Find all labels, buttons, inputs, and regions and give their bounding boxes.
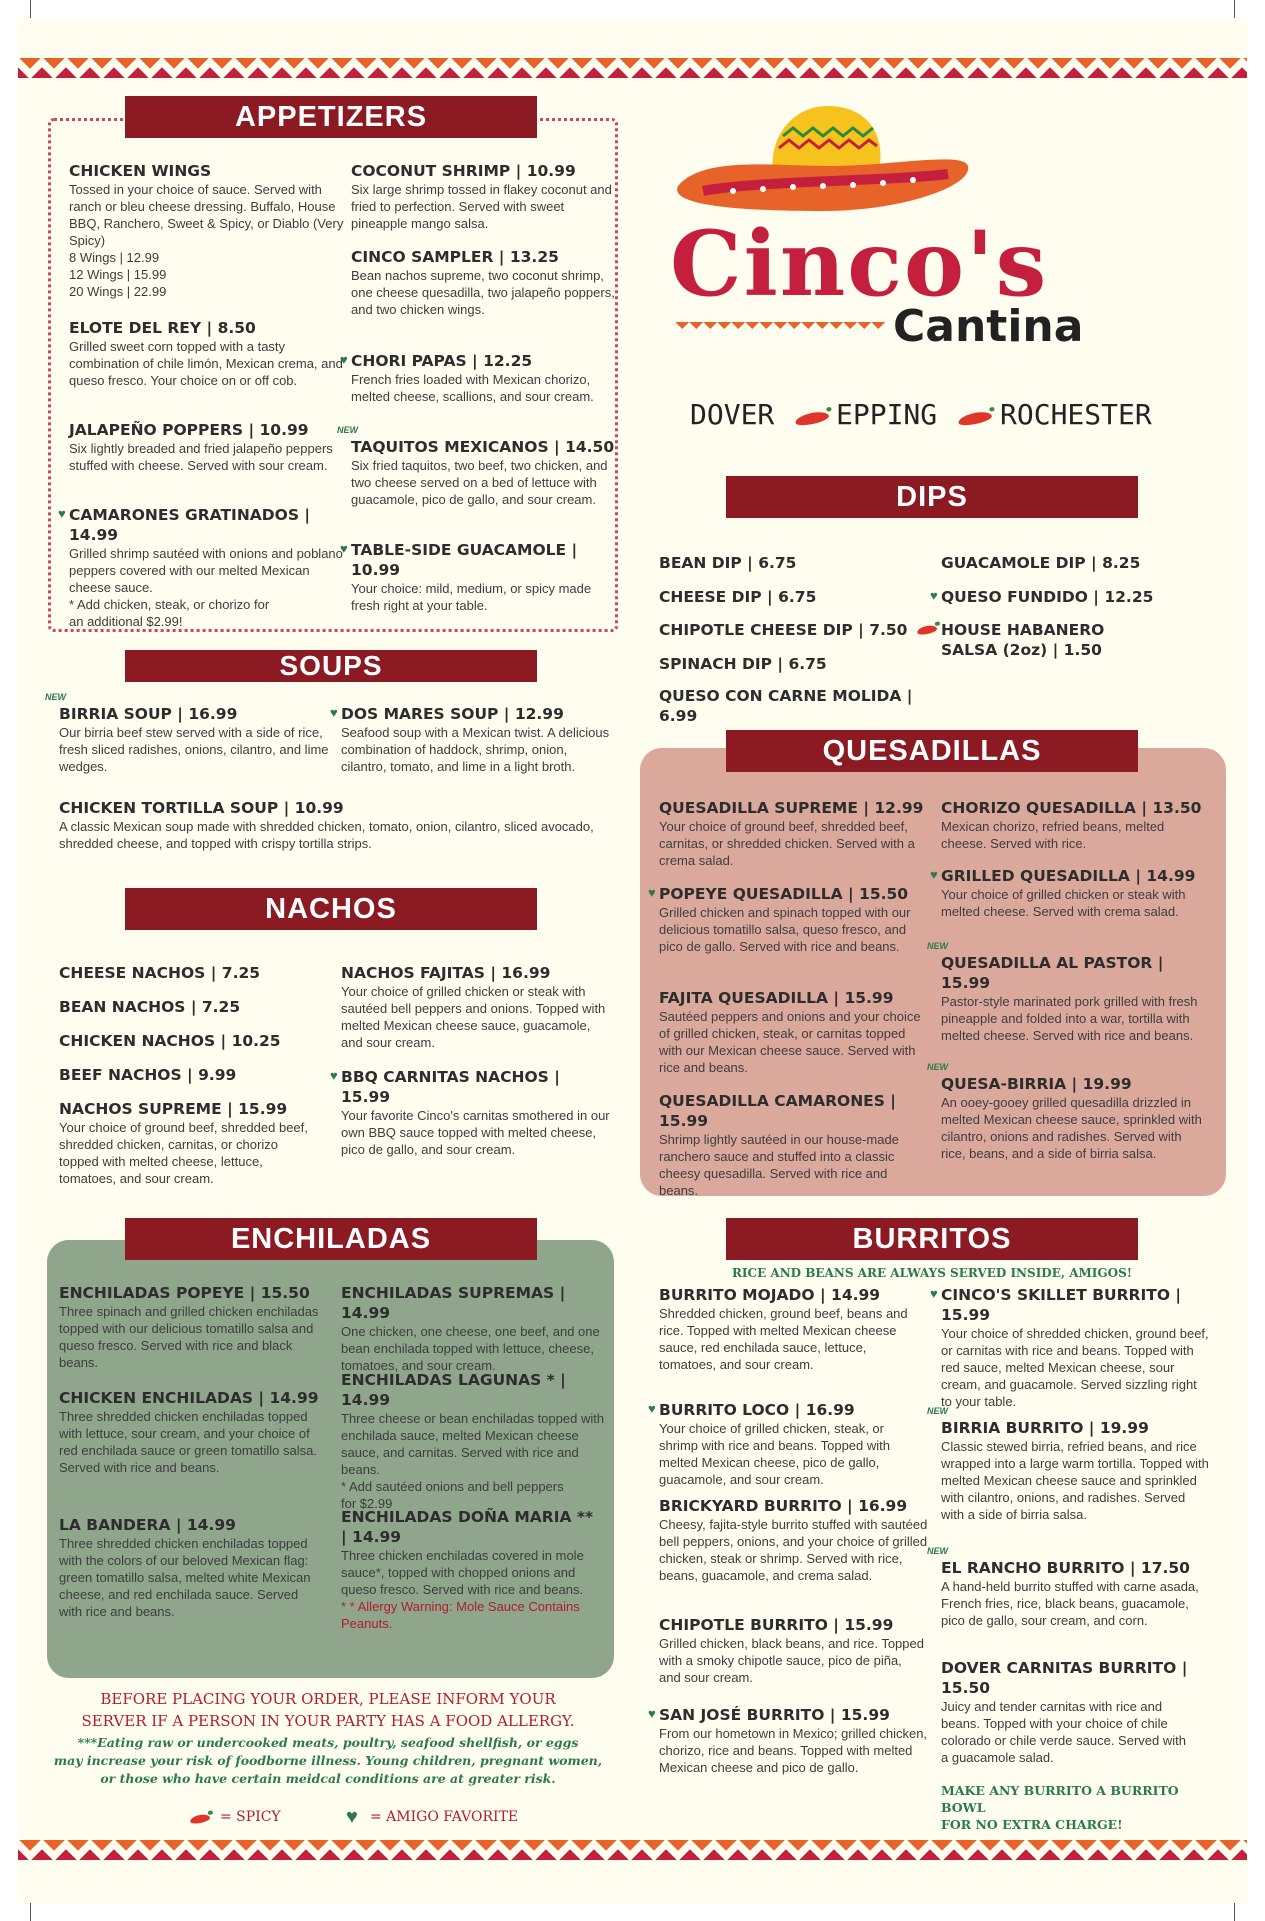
allergy-line: SERVER IF A PERSON IN YOUR PARTY HAS A FOOD ALLERGY. [81, 1712, 575, 1730]
new-badge: NEW [927, 1546, 948, 1556]
enchilada-item [59, 1515, 319, 1620]
burrito-bowl-note [941, 1782, 1221, 1833]
crop-mark [1234, 1901, 1235, 1921]
amigo-favorite-icon: ♥ [340, 352, 348, 367]
enchilada-item [341, 1283, 606, 1374]
item-desc: Classic stewed birria, refried beans, and rice wrapped into a large warm tortilla. Topped with melted Mexican cheese sauce and sprinkled with cilantro, onions, and radishes. Served with a side of birria salsa. [941, 1439, 1209, 1522]
dip-item [941, 620, 1161, 660]
dip-item [659, 587, 939, 607]
item-desc: Your choice of grilled chicken or steak with sautéed bell peppers and onions. Topped with melted Mexican cheese sauce, guacamole, and sour cream. [341, 984, 606, 1050]
burrito-item [659, 1615, 924, 1686]
bowl-note-line: MAKE ANY BURRITO A BURRITO BOWL [941, 1783, 1179, 1815]
item-name: BBQ CARNITAS NACHOS | 15.99 [341, 1068, 560, 1106]
quesadillas-banner: QUESADILLAS [726, 730, 1138, 772]
quesadilla-item [659, 798, 924, 869]
burritos-subtitle: RICE AND BEANS ARE ALWAYS SERVED INSIDE, AMIGOS! [731, 1266, 1133, 1280]
allergy-line: BEFORE PLACING YOUR ORDER, PLEASE INFORM YOUR [100, 1690, 556, 1708]
item-name: EL RANCHO BURRITO | 17.50 [941, 1559, 1190, 1577]
item-name: BEAN DIP | 6.75 [659, 554, 797, 572]
item-desc: Cheesy, fajita-style burrito stuffed with sautéed bell peppers, onions, and your choice of grilled chicken, steak or shrimp. Served with rice, beans, guacamole, and crema salad. [659, 1517, 928, 1583]
nachos-item [330, 1067, 611, 1158]
item-name: ENCHILADAS SUPREMAS | 14.99 [341, 1284, 566, 1322]
item-desc: French fries loaded with Mexican chorizo, melted cheese, scallions, and sour cream. [351, 372, 594, 404]
nachos-item [59, 963, 319, 983]
bowl-note-line: FOR NO EXTRA CHARGE! [941, 1817, 1123, 1832]
quesadilla-item [659, 1091, 924, 1199]
item-name: CINCO'S SKILLET BURRITO | 15.99 [941, 1286, 1182, 1324]
dip-item [659, 654, 939, 674]
item-desc: Three spinach and grilled chicken enchiladas topped with our delicious tomatillo salsa and queso fresco. Served with rice and black beans. [59, 1304, 319, 1370]
burrito-item [648, 1705, 929, 1776]
burrito-item [941, 1658, 1191, 1766]
soup-item [330, 704, 616, 775]
item-desc: Pastor-style marinated pork grilled with fresh pineapple and folded into a war, tortilla with melted cheese. Served with rice and beans. [941, 994, 1198, 1043]
nachos-item [59, 1099, 309, 1187]
amigo-favorite-icon: ♥ [648, 1401, 656, 1416]
appetizer-item [340, 540, 623, 614]
item-desc: Mexican chorizo, refried beans, melted cheese. Served with rice. [941, 819, 1165, 851]
nachos-item [341, 963, 606, 1051]
amigo-favorite-icon: ♥ [930, 1286, 938, 1301]
raw-line: ***Eating raw or undercooked meats, poultry, seafood shellfish, or eggs [77, 1735, 579, 1750]
item-desc: Your favorite Cinco's carnitas smothered in our own BBQ sauce topped with melted cheese, pico de gallo, and sour cream. [341, 1108, 610, 1157]
appetizer-item [351, 161, 623, 232]
item-name: QUESADILLA CAMARONES | 15.99 [659, 1092, 896, 1130]
item-desc: Bean nachos supreme, two coconut shrimp, one cheese quesadilla, two jalapeño poppers, and two chicken wings. [351, 268, 615, 317]
item-name: QUESA-BIRRIA | 19.99 [941, 1075, 1132, 1093]
item-desc: Three cheese or bean enchiladas topped with enchilada sauce, melted Mexican cheese sauce, and carnitas. Served with rice and beans. [341, 1411, 605, 1477]
item-name: SAN JOSÉ BURRITO | 15.99 [659, 1706, 890, 1724]
item-name: TABLE-SIDE GUACAMOLE | 10.99 [351, 541, 578, 579]
item-price-line: 12 Wings | 15.99 [69, 267, 167, 282]
chili-pepper-icon [794, 410, 830, 428]
item-desc: Your choice of grilled chicken, steak, or shrimp with rice and beans. Topped with melted Mexican cheese, pico de gallo, guacamole, and sour cream. [659, 1421, 890, 1487]
burrito-item [927, 1406, 1209, 1523]
item-note: * Add chicken, steak, or chorizo for [69, 597, 270, 612]
raw-line: may increase your risk of foodborne illness. Young children, pregnant women, [53, 1753, 603, 1768]
item-name: CHIPOTLE BURRITO | 15.99 [659, 1616, 894, 1634]
item-name: ELOTE DEL REY | 8.50 [69, 319, 256, 337]
item-name: CINCO SAMPLER | 13.25 [351, 248, 559, 266]
appetizer-item [351, 247, 623, 318]
legend-spicy: = SPICY [220, 1809, 281, 1825]
item-desc: A classic Mexican soup made with shredded chicken, tomato, onion, cilantro, sliced avocado, shredded cheese, and topped with crispy tortilla strips. [59, 819, 594, 851]
amigo-favorite-icon: ♥ [58, 506, 66, 521]
item-name: ENCHILADAS DOÑA MARIA ** | 14.99 [341, 1508, 594, 1546]
quesadilla-item [927, 941, 1206, 1044]
item-note: for $2.99 [341, 1496, 393, 1511]
appetizer-item [340, 351, 623, 405]
item-desc: Grilled chicken, black beans, and rice. Topped with a smoky chipotle sauce, pico de piña, and sour cream. [659, 1636, 924, 1685]
item-name: POPEYE QUESADILLA | 15.50 [659, 885, 909, 903]
location-rochester: ROCHESTER [1000, 398, 1152, 431]
amigo-favorite-icon: ♥ [330, 705, 338, 720]
amigo-favorite-icon: ♥ [930, 867, 938, 882]
item-desc: Six lightly breaded and fried jalapeño peppers stuffed with cheese. Served with sour cream. [69, 441, 333, 473]
location-dover: DOVER [690, 398, 775, 431]
heart-icon: ♥ [346, 1806, 358, 1828]
item-name: TAQUITOS MEXICANOS | 14.50 [351, 438, 615, 456]
item-desc: Our birria beef stew served with a side of rice, fresh sliced radishes, onions, cilantro, and lime wedges. [59, 725, 329, 774]
item-desc: Juicy and tender carnitas with rice and beans. Topped with your choice of chile colorado or chile verde sauce. Served with a guacamole salad. [941, 1699, 1186, 1765]
item-name: CHICKEN TORTILLA SOUP | 10.99 [59, 799, 344, 817]
item-name: BIRRIA BURRITO | 19.99 [941, 1419, 1149, 1437]
new-badge: NEW [927, 941, 948, 951]
item-desc: Sautéed peppers and onions and your choice of grilled chicken, steak, or carnitas topped with our Mexican cheese sauce. Served with rice and beans. [659, 1009, 921, 1075]
item-desc: Grilled shrimp sautéed with onions and poblano peppers covered with our melted Mexican cheese sauce. [69, 546, 343, 595]
enchilada-item [341, 1507, 596, 1632]
quesadilla-item [927, 1062, 1206, 1162]
item-name: BRICKYARD BURRITO | 16.99 [659, 1497, 908, 1515]
item-name: ENCHILADAS LAGUNAS * | 14.99 [341, 1371, 566, 1409]
appetizer-item [69, 420, 349, 474]
legend [190, 1806, 550, 1831]
item-desc: One chicken, one cheese, one beef, and one bean enchilada topped with lettuce, cheese, tomatoes, and sour cream. [341, 1324, 600, 1373]
item-name: CHIPOTLE CHEESE DIP | 7.50 [659, 621, 908, 639]
item-name: CHICKEN ENCHILADAS | 14.99 [59, 1389, 319, 1407]
item-name: CHORIZO QUESADILLA | 13.50 [941, 799, 1202, 817]
item-name: CHEESE NACHOS | 7.25 [59, 964, 261, 982]
burrito-item [659, 1285, 919, 1373]
new-badge: NEW [337, 425, 358, 435]
item-name: CAMARONES GRATINADOS | 14.99 [69, 506, 311, 544]
appetizer-item [69, 318, 349, 389]
burrito-item [927, 1546, 1209, 1629]
soup-item [45, 692, 329, 775]
item-desc: Tossed in your choice of sauce. Served with ranch or bleu cheese dressing. Buffalo, House BBQ, Ranchero, Sweet & Spicy, or Diablo (Very Spicy) [69, 182, 344, 248]
item-name: BEAN NACHOS | 7.25 [59, 998, 241, 1016]
amigo-favorite-icon: ♥ [930, 588, 938, 603]
item-name: QUESO CON CARNE MOLIDA | 6.99 [659, 687, 913, 725]
amigo-favorite-icon: ♥ [648, 885, 656, 900]
crop-mark [30, 1901, 31, 1921]
item-desc: Seafood soup with a Mexican twist. A delicious combination of haddock, shrimp, onion, cilantro, tomato, and lime in a light broth. [341, 725, 610, 774]
dips-banner: DIPS [726, 476, 1138, 518]
soup-item [59, 798, 614, 852]
new-badge: NEW [927, 1062, 948, 1072]
sombrero-icon [663, 96, 973, 216]
item-desc: Six fried taquitos, two beef, two chicken, and two cheese served on a bed of lettuce with guacamole, pico de gallo, and sour cream. [351, 458, 608, 507]
item-desc: Grilled chicken and spinach topped with our delicious tomatillo salsa, queso fresco, and pico de gallo. Served with rice and beans. [659, 905, 911, 954]
dip-item [659, 620, 939, 640]
item-desc: Shrimp lightly sautéed in our house-made ranchero sauce and stuffed into a classic cheesy quesadilla. Served with rice and beans. [659, 1132, 899, 1198]
item-name: BURRITO LOCO | 16.99 [659, 1401, 855, 1419]
item-name: CHICKEN NACHOS | 10.25 [59, 1032, 281, 1050]
item-name: NACHOS FAJITAS | 16.99 [341, 964, 551, 982]
new-badge: NEW [927, 1406, 948, 1416]
raw-food-notice [48, 1734, 608, 1788]
burrito-item [659, 1496, 929, 1584]
item-name: CHORI PAPAS | 12.25 [351, 352, 533, 370]
quesadilla-item [930, 866, 1206, 920]
item-desc: Shredded chicken, ground beef, beans and rice. Topped with melted Mexican cheese sauce, red enchilada sauce, lettuce, tomatoes, and sour cream. [659, 1306, 908, 1372]
item-name: CHICKEN WINGS [69, 162, 212, 180]
location-epping: EPPING [836, 398, 938, 431]
amigo-favorite-icon: ♥ [648, 1706, 656, 1721]
item-name: CHEESE DIP | 6.75 [659, 588, 817, 606]
amigo-favorite-icon: ♥ [340, 541, 348, 556]
item-desc: Your choice of shredded chicken, ground beef, or carnitas with rice and beans. Topped with red sauce, melted Mexican cheese, sour cream, and guacamole. Served sizzling right to your table. [941, 1326, 1209, 1409]
item-desc: A hand-held burrito stuffed with carne asada, French fries, rice, black beans, guacamole, pico de gallo, sour cream, and corn. [941, 1579, 1199, 1628]
appetizer-item [337, 425, 623, 508]
quesadilla-item [648, 884, 924, 955]
dip-item [659, 686, 949, 726]
crop-mark [1234, 0, 1235, 20]
item-price-line: 8 Wings | 12.99 [69, 250, 160, 265]
bottom-zigzag-border [18, 1840, 1247, 1860]
brand-name: Cinco's [670, 211, 1049, 317]
item-desc: Grilled sweet corn topped with a tasty combination of chile limón, Mexican crema, and queso fresco. Your choice on or off cob. [69, 339, 343, 388]
item-note: * Add sautéed onions and bell peppers [341, 1479, 564, 1494]
item-name: LA BANDERA | 14.99 [59, 1516, 236, 1534]
appetizers-banner: APPETIZERS [125, 96, 537, 138]
item-name: BURRITO MOJADO | 14.99 [659, 1286, 881, 1304]
item-name: QUESADILLA SUPREME | 12.99 [659, 799, 924, 817]
enchilada-item [59, 1388, 319, 1476]
item-note: an additional $2.99! [69, 614, 183, 629]
item-name: COCONUT SHRIMP | 10.99 [351, 162, 576, 180]
dip-item [930, 587, 1201, 607]
logo [658, 96, 1128, 396]
item-name: DOVER CARNITAS BURRITO | 15.50 [941, 1659, 1188, 1697]
burrito-item [930, 1285, 1209, 1410]
burritos-banner: BURRITOS [726, 1218, 1138, 1260]
allergy-warning: * * Allergy Warning: Mole Sauce Contains Peanuts. [341, 1599, 580, 1631]
dip-item [659, 553, 939, 573]
appetizer-item [69, 161, 349, 300]
item-desc: Your choice: mild, medium, or spicy made fresh right at your table. [351, 581, 592, 613]
item-name: ENCHILADAS POPEYE | 15.50 [59, 1284, 310, 1302]
enchiladas-banner: ENCHILADAS [125, 1218, 537, 1260]
locations-row [690, 398, 1170, 438]
quesadilla-item [659, 988, 929, 1076]
nachos-item [59, 997, 319, 1017]
item-name: BEEF NACHOS | 9.99 [59, 1066, 237, 1084]
item-name: NACHOS SUPREME | 15.99 [59, 1100, 288, 1118]
item-name: QUESO FUNDIDO | 12.25 [941, 588, 1154, 606]
top-zigzag-border [18, 58, 1247, 78]
chili-pepper-icon [957, 410, 993, 428]
item-desc: Six large shrimp tossed in flakey coconut and fried to perfection. Served with sweet pineapple mango salsa. [351, 182, 612, 231]
item-desc: Three shredded chicken enchiladas topped with the colors of our beloved Mexican flag: green tomatillo salsa, melted white Mexican cheese, and red enchilada sauce. Served with rice and beans. [59, 1536, 311, 1619]
item-name: GRILLED QUESADILLA | 14.99 [941, 867, 1196, 885]
item-name: QUESADILLA AL PASTOR | 15.99 [941, 954, 1164, 992]
menu-page [18, 18, 1247, 1903]
item-desc: Your choice of ground beef, shredded beef, carnitas, or shredded chicken. Served with a crema salad. [659, 819, 915, 868]
chili-pepper-icon [189, 1813, 210, 1825]
item-desc: Your choice of grilled chicken or steak with melted cheese. Served with crema salad. [941, 887, 1186, 919]
quesadilla-item [941, 798, 1206, 852]
burrito-item [648, 1400, 924, 1488]
item-name: JALAPEÑO POPPERS | 10.99 [69, 421, 309, 439]
logo-zigzag [675, 322, 885, 336]
appetizer-item [58, 505, 349, 630]
raw-line: or those who have certain meidcal conditions are at greater risk. [100, 1771, 556, 1786]
nachos-banner: NACHOS [125, 888, 537, 930]
dip-item [941, 553, 1201, 573]
legend-favorite: = AMIGO FAVORITE [370, 1809, 519, 1825]
item-name: BIRRIA SOUP | 16.99 [59, 705, 238, 723]
enchilada-item [59, 1283, 329, 1371]
amigo-favorite-icon: ♥ [330, 1068, 338, 1083]
item-desc: Three chicken enchiladas covered in mole sauce*, topped with chopped onions and queso fresco. Served with rice and beans. [341, 1548, 584, 1597]
item-name: SPINACH DIP | 6.75 [659, 655, 827, 673]
nachos-item [59, 1065, 319, 1085]
item-desc: An ooey-gooey grilled quesadilla drizzled in melted Mexican cheese sauce, sprinkled with cilantro, onions and radishes. Served with rice, beans, and a side of birria salsa. [941, 1095, 1202, 1161]
item-desc: From our hometown in Mexico; grilled chicken, chorizo, rice and beans. Topped with melted Mexican cheese and pico de gallo. [659, 1726, 928, 1775]
allergy-notice [48, 1688, 608, 1732]
brand-sub: Cantina [893, 301, 1084, 352]
new-badge: NEW [45, 692, 66, 702]
item-name: HOUSE HABANERO SALSA (2oz) | 1.50 [941, 621, 1105, 659]
item-name: GUACAMOLE DIP | 8.25 [941, 554, 1141, 572]
enchilada-item [341, 1370, 606, 1512]
item-name: FAJITA QUESADILLA | 15.99 [659, 989, 894, 1007]
crop-mark [30, 0, 31, 20]
item-desc: Three shredded chicken enchiladas topped with lettuce, sour cream, and your choice of red enchilada sauce or green tomatillo salsa. Served with rice and beans. [59, 1409, 317, 1475]
nachos-item [59, 1031, 319, 1051]
item-name: DOS MARES SOUP | 12.99 [341, 705, 564, 723]
soups-banner: SOUPS [125, 650, 537, 682]
item-desc: Your choice of ground beef, shredded beef, shredded chicken, carnitas, or chorizo topped with melted cheese, lettuce, tomatoes, and sour cream. [59, 1120, 308, 1186]
item-price-line: 20 Wings | 22.99 [69, 284, 167, 299]
